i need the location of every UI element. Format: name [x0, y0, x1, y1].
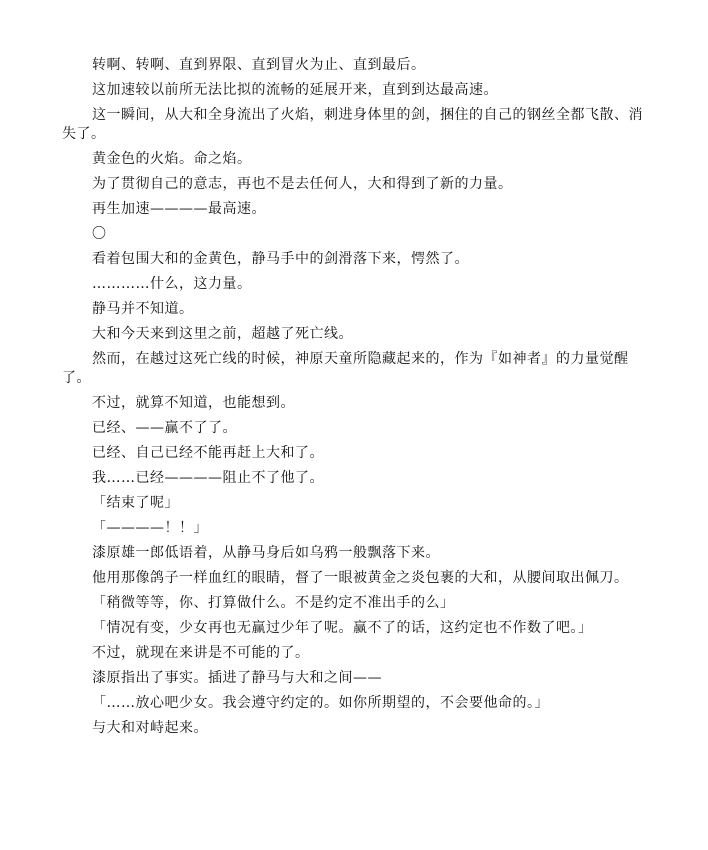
paragraph: 我……已经————阻止不了他了。 — [92, 470, 324, 486]
document-page — [62, 56, 652, 744]
dialogue-line: 「……放心吧少女。我会遵守约定的。如你所期望的，不会要他命的。」 — [92, 695, 549, 711]
paragraph: 漆原指出了事实。插进了静马与大和之间—— — [92, 670, 382, 686]
paragraph: 漆原雄一郎低语着，从静马身后如乌鸦一般飘落下来。 — [92, 545, 440, 561]
paragraph: 与大和对峙起来。 — [92, 720, 208, 736]
paragraph: 他用那像鸽子一样血红的眼睛，督了一眼被黄金之炎包裹的大和，从腰间取出佩刀。 — [92, 570, 629, 586]
paragraph: 黄金色的火焰。命之焰。 — [92, 151, 252, 167]
paragraph: 看着包围大和的金黄色，静马手中的剑滑落下来，愕然了。 — [92, 251, 469, 267]
paragraph: 这一瞬间，从大和全身流出了火焰，刺进身体里的剑，捆住的自己的钢丝全都飞散、消失了。 — [62, 107, 643, 142]
paragraph: 大和今天来到这里之前，超越了死亡线。 — [92, 326, 353, 342]
paragraph: 然而，在越过这死亡线的时候，神原天童所隐藏起来的，作为『如神者』的力量觉醒了。 — [62, 351, 629, 386]
paragraph: 已经、——赢不了了。 — [92, 420, 237, 436]
paragraph: …………什么，这力量。 — [92, 276, 252, 292]
paragraph: 为了贯彻自己的意志，再也不是去任何人，大和得到了新的力量。 — [92, 176, 513, 192]
paragraph: 这加速较以前所无法比拟的流畅的延展开来，直到到达最高速。 — [92, 82, 498, 98]
paragraph: 静马并不知道。 — [92, 301, 194, 317]
dialogue-line: 「结束了呢」 — [92, 495, 179, 511]
paragraph: 不过，就算不知道，也能想到。 — [92, 395, 295, 411]
paragraph: 转啊、转啊、直到界限、直到冒火为止、直到最后。 — [92, 57, 426, 73]
dialogue-line: 「————！！」 — [92, 520, 208, 536]
paragraph: 不过，就现在来讲是不可能的了。 — [92, 645, 310, 661]
section-break-marker: 〇 — [92, 226, 107, 242]
dialogue-line: 「情况有变，少女再也无赢过少年了呢。赢不了的话，这约定也不作数了吧。」 — [92, 620, 593, 636]
dialogue-line: 「稍微等等，你、打算做什么。不是约定不准出手的么」 — [92, 595, 455, 611]
paragraph: 再生加速————最高速。 — [92, 201, 266, 217]
paragraph: 已经、自己已经不能再赶上大和了。 — [92, 445, 324, 461]
